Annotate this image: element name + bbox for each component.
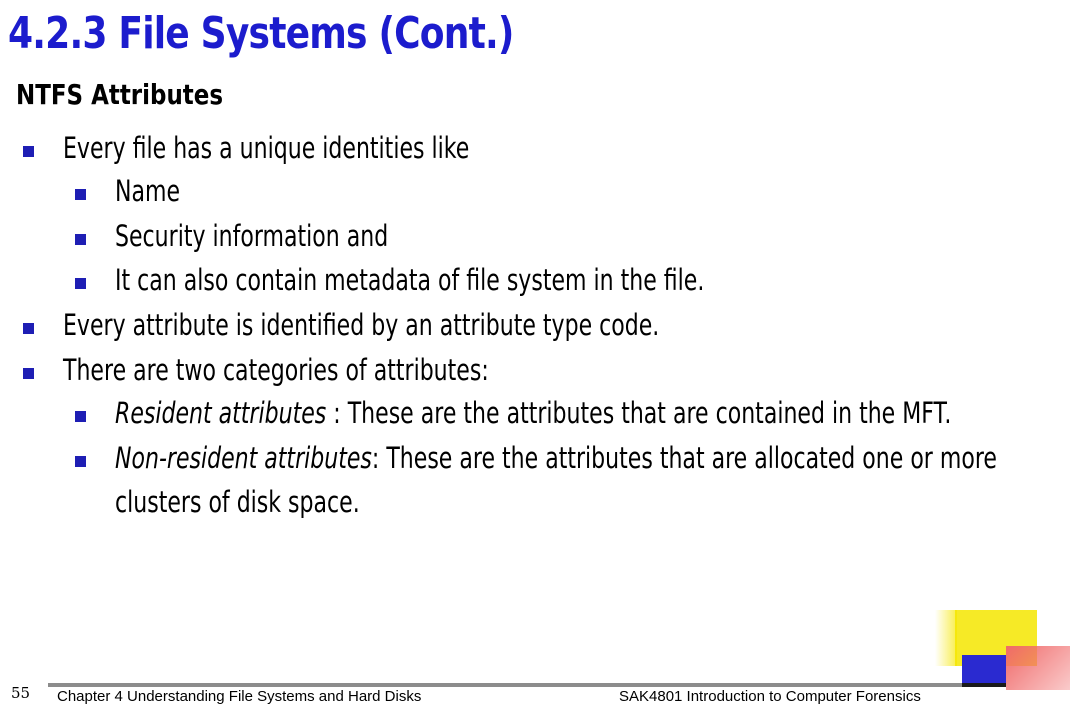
bullet-item xyxy=(115,440,997,476)
footer-course: SAK4801 Introduction to Computer Forensics xyxy=(619,688,921,705)
bullet-text: clusters of disk space. xyxy=(115,485,360,519)
bullet-text: Every file has a unique identities like xyxy=(63,131,470,165)
bullet-marker xyxy=(23,146,34,157)
bullet-marker xyxy=(75,234,86,245)
bullet-marker xyxy=(75,278,86,289)
bullet-marker xyxy=(75,189,86,200)
bullet-marker xyxy=(23,323,34,334)
deco-blue-square xyxy=(962,655,1006,683)
bullet-text: Security information and xyxy=(115,219,389,253)
bullet-item xyxy=(115,218,388,254)
bullet-item xyxy=(63,352,489,388)
deco-yellow-fade xyxy=(935,610,957,666)
bullet-item xyxy=(115,395,951,431)
term-non-resident: Non-resident attributes xyxy=(115,441,372,475)
footer-rule-accent xyxy=(962,683,1006,687)
footer-rule xyxy=(48,683,1006,687)
deco-red-square xyxy=(1006,646,1070,690)
bullet-continuation xyxy=(115,484,360,520)
section-heading: NTFS Attributes xyxy=(16,78,223,111)
bullet-text: : These are the attributes that are contained in the MFT. xyxy=(326,396,952,430)
footer-chapter: Chapter 4 Understanding File Systems and Hard Disks xyxy=(57,688,422,705)
bullet-text: : These are the attributes that are allocated one or more xyxy=(371,441,997,475)
bullet-marker xyxy=(23,368,34,379)
bullet-item xyxy=(115,262,704,298)
page-number: 55 xyxy=(11,684,31,702)
bullet-marker xyxy=(75,456,86,467)
bullet-text: It can also contain metadata of file system in the file. xyxy=(115,263,705,297)
slide-title: 4.2.3 File Systems (Cont.) xyxy=(8,8,514,59)
bullet-marker xyxy=(75,411,86,422)
bullet-item xyxy=(63,130,469,166)
bullet-text: There are two categories of attributes: xyxy=(63,353,489,387)
bullet-text: Name xyxy=(115,174,181,208)
term-resident: Resident attributes xyxy=(115,396,327,430)
bullet-item xyxy=(115,173,180,209)
bullet-text: Every attribute is identified by an attribute type code. xyxy=(63,308,660,342)
bullet-item xyxy=(63,307,659,343)
